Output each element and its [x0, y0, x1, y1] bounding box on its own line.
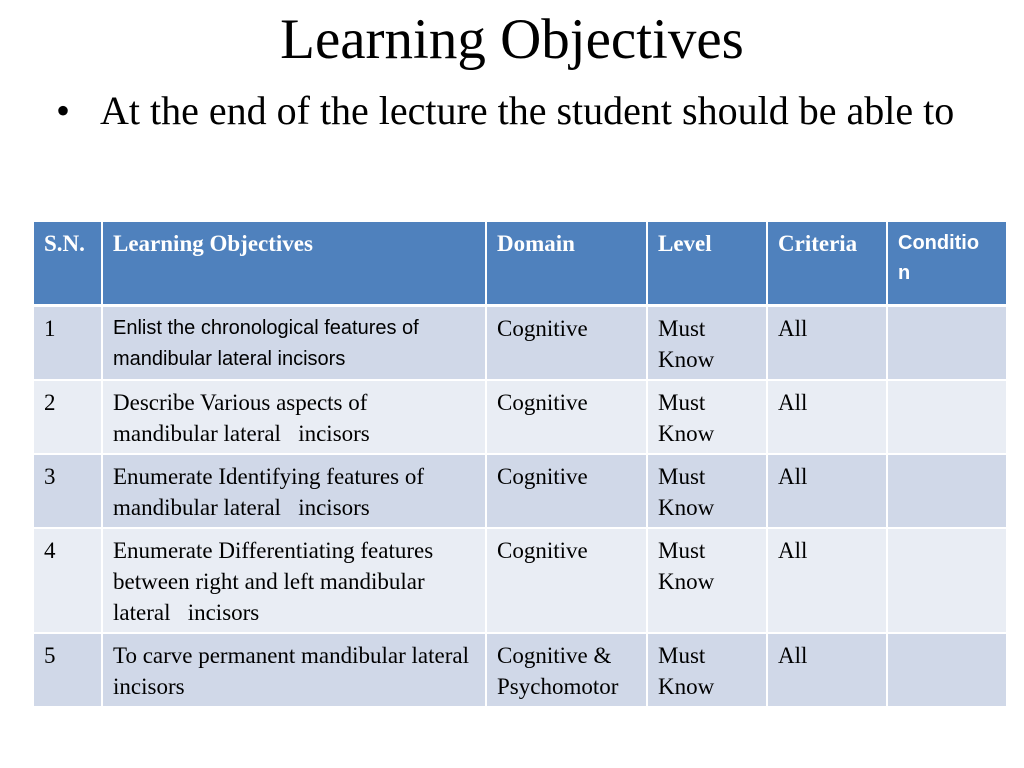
cell-domain: Cognitive — [486, 306, 647, 381]
cell-sn: 3 — [34, 454, 102, 528]
table-row — [34, 454, 1006, 528]
cell-condition — [887, 380, 1006, 454]
cell-condition — [887, 528, 1006, 633]
header-sn: S.N. — [34, 222, 102, 306]
cell-sn: 5 — [34, 633, 102, 707]
bullet-marker-icon: • — [56, 88, 71, 133]
table-row — [34, 528, 1006, 633]
header-condition: Conditio n — [887, 222, 1006, 306]
cell-objective: Enumerate Differentiating features between right and left mandibular lateral incisors — [102, 528, 486, 633]
cell-domain: Cognitive — [486, 528, 647, 633]
cell-level: Must Know — [647, 454, 767, 528]
cell-criteria: All — [767, 380, 887, 454]
bullet-text: At the end of the lecture the student should be able to — [100, 88, 955, 133]
cell-criteria: All — [767, 454, 887, 528]
table-row — [34, 306, 1006, 381]
header-level: Level — [647, 222, 767, 306]
slide-title: Learning Objectives — [280, 8, 744, 71]
cell-sn: 4 — [34, 528, 102, 633]
table-row — [34, 380, 1006, 454]
cell-domain: Cognitive & Psychomotor — [486, 633, 647, 707]
cell-condition — [887, 633, 1006, 707]
cell-condition — [887, 454, 1006, 528]
cell-objective: To carve permanent mandibular lateral incisors — [102, 633, 486, 707]
table-row — [34, 633, 1006, 707]
header-domain: Domain — [486, 222, 647, 306]
cell-objective: Enumerate Identifying features of mandibular lateral incisors — [102, 454, 486, 528]
cell-sn: 1 — [34, 306, 102, 381]
cell-criteria: All — [767, 528, 887, 633]
cell-condition — [887, 306, 1006, 381]
cell-level: Must Know — [647, 528, 767, 633]
cell-criteria: All — [767, 306, 887, 381]
cell-domain: Cognitive — [486, 454, 647, 528]
cell-level: Must Know — [647, 380, 767, 454]
bullet-point — [56, 84, 976, 138]
objectives-table — [34, 222, 1006, 708]
cell-objective: Describe Various aspects of mandibular lateral incisors — [102, 380, 486, 454]
cell-criteria: All — [767, 633, 887, 707]
header-learning-objectives: Learning Objectives — [102, 222, 486, 306]
cell-sn: 2 — [34, 380, 102, 454]
cell-level: Must Know — [647, 633, 767, 707]
table-header-row — [34, 222, 1006, 306]
cell-domain: Cognitive — [486, 380, 647, 454]
cell-level: Must Know — [647, 306, 767, 381]
header-criteria: Criteria — [767, 222, 887, 306]
cell-objective: Enlist the chronological features of mandibular lateral incisors — [102, 306, 486, 381]
